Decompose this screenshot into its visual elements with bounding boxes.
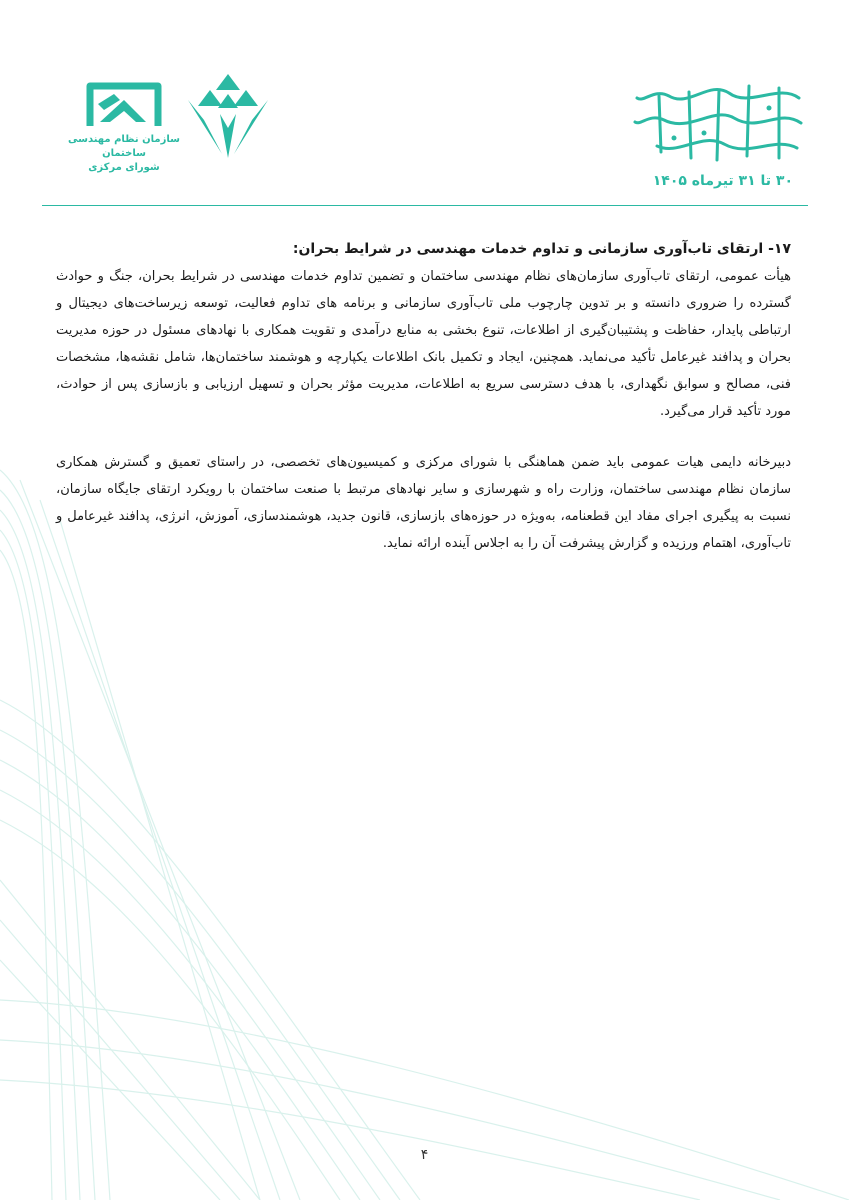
conference-date: ۳۰ تا ۳۱ تیرماه ۱۴۰۵ (652, 173, 793, 189)
section-title: ۱۷- ارتقای تاب‌آوری سازمانی و تداوم خدمات مهندسی در شرایط بحران: (292, 241, 791, 257)
org-council-line: شورای مرکزی (88, 162, 160, 173)
org-logo-icon (84, 72, 164, 130)
header-divider (42, 205, 808, 206)
org-name (64, 133, 184, 175)
resolution-paragraph-2: دبیرخانه دایمی هیات عمومی باید ضمن هماهنگی با شورای مرکزی و کمیسیون‌های تخصصی، در راستای تعمیق و گسترش همکاری سازمان نظام مهندسی ساختمان، وزارت راه و شهرسازی و سایر نهادهای مرتبط با صنعت ساختمان با رویکرد ارتقای جایگاه سازمان، نسبت به پیگیری اجرای مفاد این قطعنامه، به‌ویژه در حوزه‌های بازسازی، قانون جدید، هوشمندسازی، آموزش، انرژی، پدافند غیرعامل و تاب‌آوری، اهتمام ورزیده و گزارش پیشرفت آن را به اجلاس آینده ارائه نماید. (56, 455, 791, 551)
page-header (0, 0, 849, 210)
document-body (56, 236, 791, 557)
resolution-paragraph-1: هیأت عمومی، ارتقای تاب‌آوری سازمان‌های نظام مهندسی ساختمان و تضمین تداوم خدمات مهندسی در شرایط بحران، جنگ و حوادث گسترده را ضروری دانسته و بر تدوین چارچوب ملی تاب‌آوری سازمانی و برنامه های تداوم فعالیت، توسعه زیرساخت‌های دیجیتال و ارتباطی پایدار، حفاظت و پشتیبان‌گیری از اطلاعات، تنوع بخشی به منابع درآمدی و تقویت همکاری با نهادهای مسئول در حوزه مدیریت بحران و پدافند غیرعامل تأکید می‌نماید. همچنین، ایجاد و تکمیل بانک اطلاعات یکپارچه و هوشمند ساختمان‌ها، شامل نقشه‌ها، مشخصات فنی، مصالح و سوابق نگهداری، با هدف دسترسی سریع به اطلاعات، مدیریت مؤثر بحران و تسهیل ارزیابی و بازسازی پس از حوادث، مورد تأکید قرار می‌گیرد. (56, 269, 791, 419)
emblem-icon (182, 70, 274, 162)
org-name-line: سازمان نظام مهندسی ساختمان (68, 134, 180, 159)
page-number: ۴ (420, 1147, 429, 1163)
conference-calligraphy-logo (629, 78, 809, 168)
